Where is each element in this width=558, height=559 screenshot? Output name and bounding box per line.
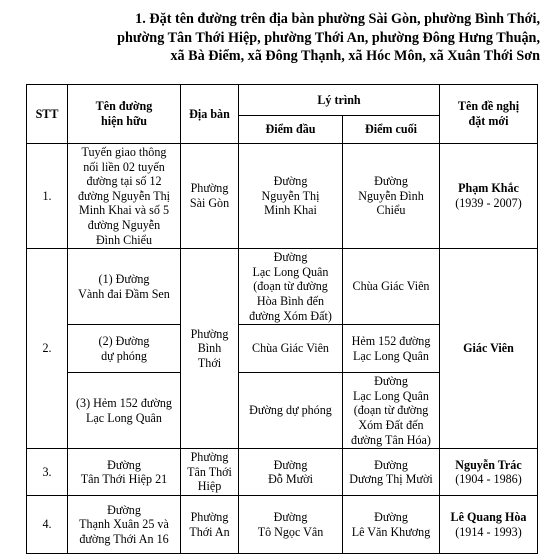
row-end-point: Đường Nguyễn Đình Chiểu (343, 144, 440, 249)
proposed-name-years: (1914 - 1993) (455, 524, 522, 539)
header-route: Lý trình (239, 85, 440, 116)
row-area: Phường Sài Gòn (181, 144, 239, 249)
row-area: Phường Tân Thới Hiệp (181, 449, 239, 496)
header-area: Địa bàn (181, 85, 239, 144)
row-proposed-name (440, 449, 538, 496)
row-start-point: Đường Tô Ngọc Vân (239, 496, 343, 554)
row-start-point: Đường dự phóng (239, 373, 343, 449)
row-proposed-name (440, 144, 538, 249)
header-current-street: Tên đường hiện hữu (68, 85, 181, 144)
table-row (27, 249, 538, 325)
row-current-street: Tuyến giao thông nối liền 02 tuyến đường tại số 12 đường Nguyễn Thị Minh Khai và số 5 đường Nguyễn Đình Chiểu (68, 144, 181, 249)
row-stt: 2. (27, 249, 68, 449)
header-stt: STT (27, 85, 68, 144)
row-current-street: (1) Đường Vành đai Đầm Sen (68, 249, 181, 325)
row-start-point: Đường Nguyễn Thị Minh Khai (239, 144, 343, 249)
heading-line: xã Bà Điểm, xã Đông Thạnh, xã Hóc Môn, xã Xuân Thới Sơn (170, 48, 540, 64)
table-row (27, 496, 538, 554)
heading-line: 1. Đặt tên đường trên địa bàn phường Sài Gòn, phường Bình Thới, (135, 11, 540, 27)
header-proposed-name: Tên đề nghị đặt mới (440, 85, 538, 144)
heading-line: phường Tân Thới Hiệp, phường Thới An, phường Đông Hưng Thuận, (117, 29, 540, 46)
row-start-point: Đường Lạc Long Quân (đoạn từ đường Hòa Bình đến đường Xóm Đất) (239, 249, 343, 325)
row-area: Phường Thới An (181, 496, 239, 554)
row-end-point: Đường Dương Thị Mười (343, 449, 440, 496)
row-stt: 1. (27, 144, 68, 249)
table-row (27, 449, 538, 496)
street-naming-table (26, 84, 538, 554)
header-start-point: Điểm đầu (239, 116, 343, 144)
header-end-point: Điểm cuối (343, 116, 440, 144)
proposed-name-text: Nguyễn Trác (455, 457, 522, 472)
proposed-name-years: (1939 - 2007) (455, 196, 522, 211)
row-end-point: Đường Lê Văn Khương (343, 496, 440, 554)
proposed-name-text: Lê Quang Hòa (450, 510, 527, 524)
row-proposed-name (440, 496, 538, 554)
table-row (27, 144, 538, 249)
row-stt: 4. (27, 496, 68, 554)
proposed-name-text: Phạm Khắc (458, 181, 519, 196)
row-current-street: (2) Đường dự phóng (68, 325, 181, 373)
row-proposed-name: Giác Viên (440, 249, 538, 449)
section-heading (50, 10, 540, 66)
row-end-point: Hẻm 152 đường Lạc Long Quân (343, 325, 440, 373)
row-end-point: Chùa Giác Viên (343, 249, 440, 325)
row-stt: 3. (27, 449, 68, 496)
row-start-point: Đường Đỗ Mười (239, 449, 343, 496)
row-current-street: (3) Hẻm 152 đường Lạc Long Quân (68, 373, 181, 449)
row-area: Phường Bình Thới (181, 249, 239, 449)
row-current-street: Đường Thạnh Xuân 25 và đường Thới An 16 (68, 496, 181, 554)
row-end-point: Đường Lạc Long Quân (đoạn từ đường Xóm Đất đến đường Tân Hóa) (343, 373, 440, 449)
proposed-name-years: (1904 - 1986) (455, 472, 522, 487)
row-start-point: Chùa Giác Viên (239, 325, 343, 373)
row-current-street: Đường Tân Thới Hiệp 21 (68, 449, 181, 496)
